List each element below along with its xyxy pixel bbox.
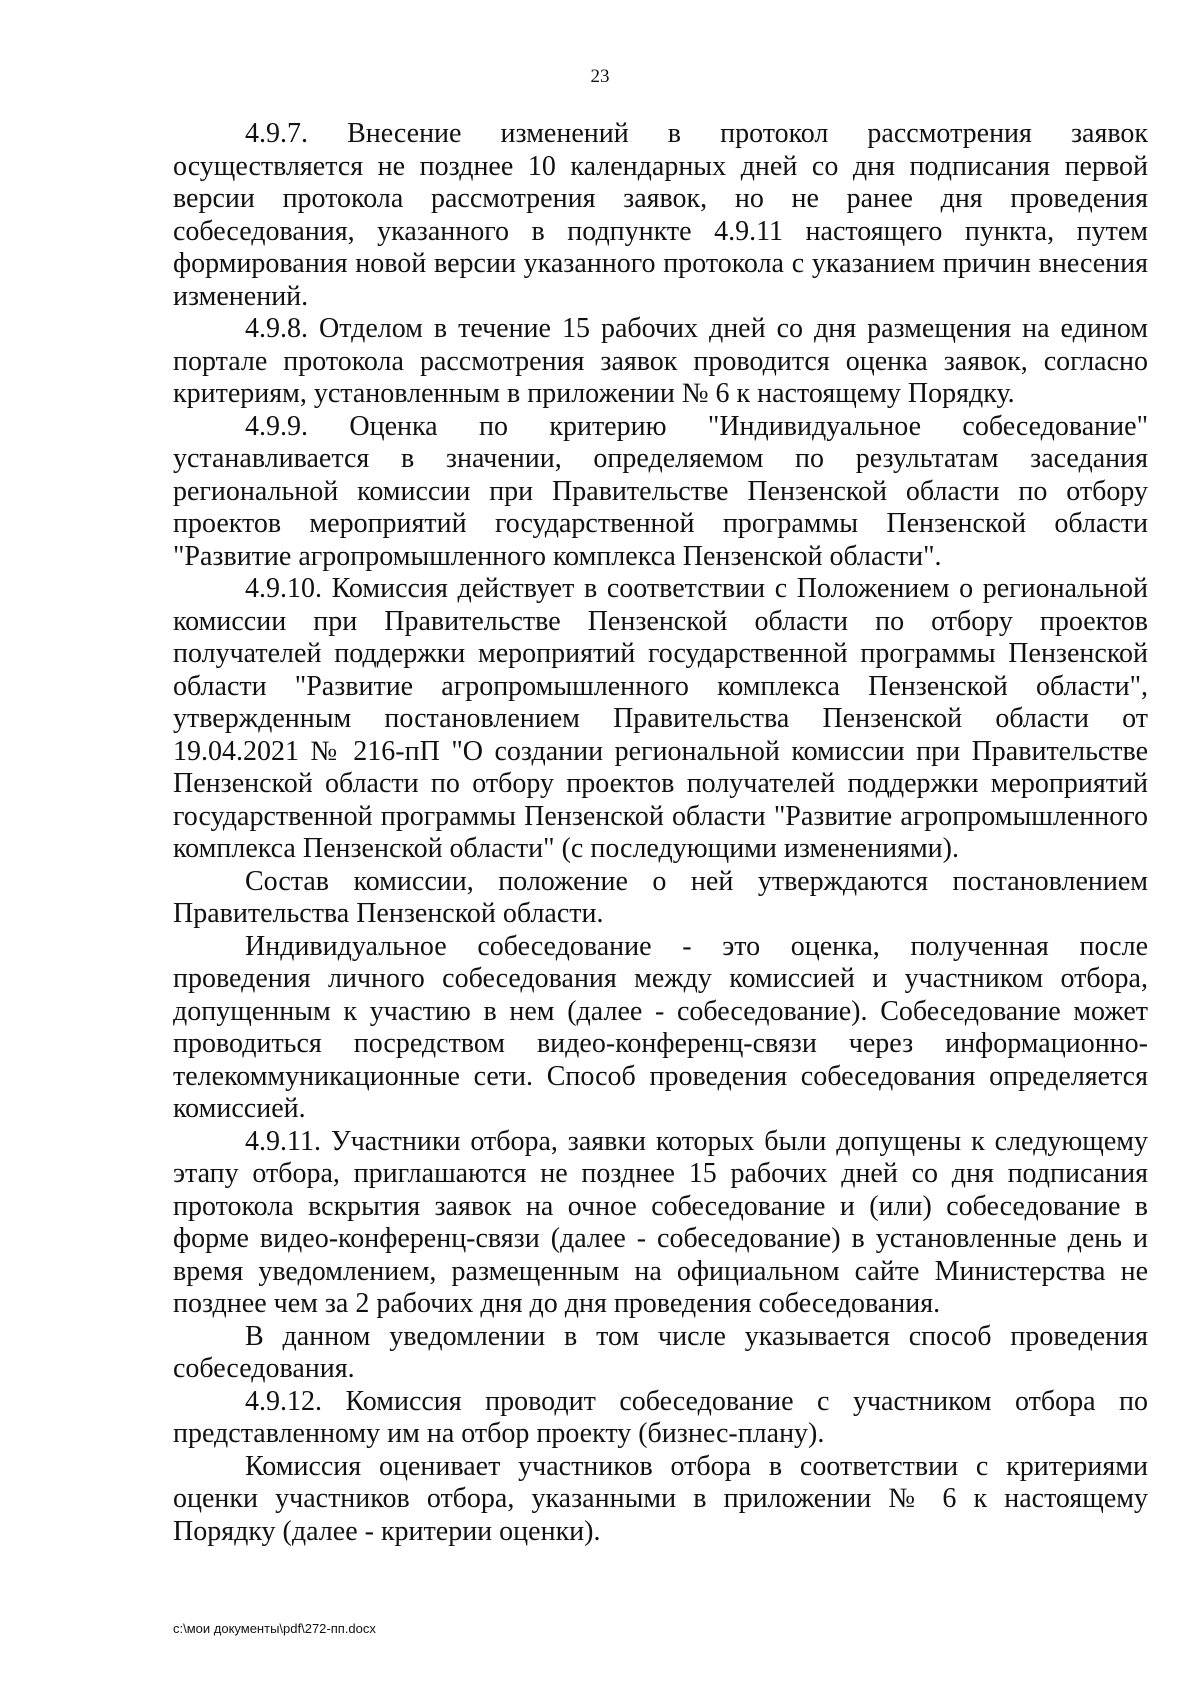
paragraph-notification-method: В данном уведомлении в том числе указывается способ проведения собеседования. <box>173 1320 1148 1384</box>
document-body <box>173 118 1148 1548</box>
paragraph-4-9-7: 4.9.7. Внесение изменений в протокол рассмотрения заявок осуществляется не позднее 10 календарных дней со дня подписания первой версии протокола рассмотрения заявок, но не ранее дня проведения собеседования, указанного в подпункте 4.9.11 настоящего пункта, путем формирования новой версии указанного протокола с указанием причин внесения изменений. <box>173 118 1148 312</box>
paragraph-evaluation-criteria: Комиссия оценивает участников отбора в соответствии с критериями оценки участников отбора, указанными в приложении № 6 к настоящему Порядку (далее - критерии оценки). <box>173 1450 1148 1547</box>
paragraph-4-9-10: 4.9.10. Комиссия действует в соответствии с Положением о региональной комиссии при Правительстве Пензенской области по отбору проектов получателей поддержки мероприятий государственной программы Пензенской области "Развитие агропромышленного комплекса Пензенской области", утвержденным постановлением Правительства Пензенской области от 19.04.2021 № 216-пП "О создании региональной комиссии при Правительстве Пензенской области по отбору проектов получателей поддержки мероприятий государственной программы Пензенской области "Развитие агропромышленного комплекса Пензенской области" (с последующими изменениями). <box>173 573 1148 864</box>
paragraph-4-9-9: 4.9.9. Оценка по критерию "Индивидуальное собеседование" устанавливается в значении, определяемом по результатам заседания региональной комиссии при Правительстве Пензенской области по отбору проектов мероприятий государственной программы Пензенской области "Развитие агропромышленного комплекса Пензенской области". <box>173 410 1148 572</box>
paragraph-4-9-8: 4.9.8. Отделом в течение 15 рабочих дней со дня размещения на едином портале протокола рассмотрения заявок проводится оценка заявок, согласно критериям, установленным в приложении № 6 к настоящему Порядку. <box>173 313 1148 409</box>
paragraph-4-9-12: 4.9.12. Комиссия проводит собеседование с участником отбора по представленному им на отбор проекту (бизнес-плану). <box>173 1385 1148 1449</box>
paragraph-commission-composition: Состав комиссии, положение о ней утверждаются постановлением Правительства Пензенской области. <box>173 865 1148 929</box>
page-number: 23 <box>590 66 610 87</box>
paragraph-individual-interview: Индивидуальное собеседование - это оценка, полученная после проведения личного собеседования между комиссией и участником отбора, допущенным к участию в нем (далее - собеседование). Собеседование может проводиться посредством видео-конференц-связи через информационно-телекоммуникационные сети. Способ проведения собеседования определяется комиссией. <box>173 930 1148 1124</box>
paragraph-4-9-11: 4.9.11. Участники отбора, заявки которых были допущены к следующему этапу отбора, приглашаются не позднее 15 рабочих дней со дня подписания протокола вскрытия заявок на очное собеседование и (или) собеседование в форме видео-конференц-связи (далее - собеседование) в установленные день и время уведомлением, размещенным на официальном сайте Министерства не позднее чем за 2 рабочих дня до дня проведения собеседования. <box>173 1125 1148 1319</box>
footer-file-path: c:\мои документы\pdf\272-пп.docx <box>173 1621 376 1636</box>
